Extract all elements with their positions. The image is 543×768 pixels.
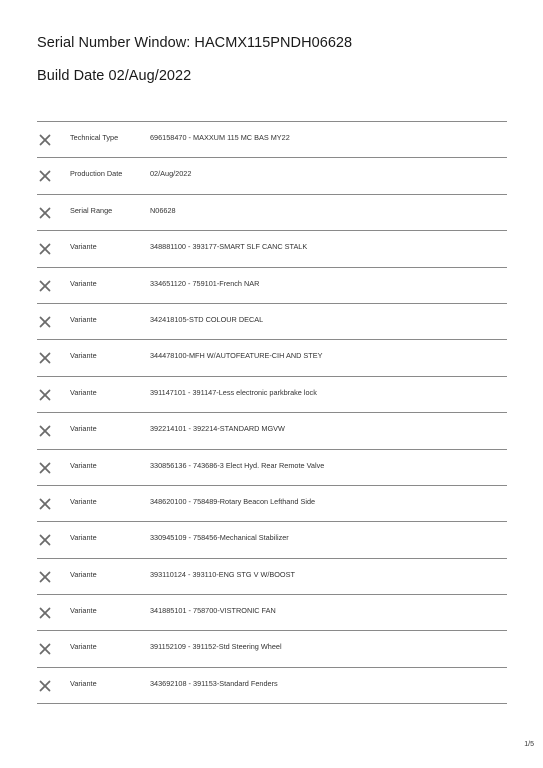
close-x-icon[interactable] (39, 607, 51, 619)
page-number: 1/5 (524, 741, 534, 748)
row-label: Variante (70, 387, 97, 397)
close-x-icon[interactable] (39, 571, 51, 583)
table-row (37, 231, 507, 267)
row-value: 342418105-STD COLOUR DECAL (150, 314, 264, 324)
row-label: Variante (70, 460, 97, 470)
table-row (37, 122, 507, 158)
row-label: Variante (70, 496, 97, 506)
table-row (37, 668, 507, 704)
row-value: 391152109 - 391152-Std Steering Wheel (150, 642, 282, 652)
row-value: 391147101 - 391147-Less electronic parkbrake lock (150, 387, 317, 397)
close-x-icon[interactable] (39, 134, 51, 146)
close-x-icon[interactable] (39, 243, 51, 255)
row-label: Variante (70, 314, 97, 324)
table-row (37, 377, 507, 413)
table-row (37, 340, 507, 376)
row-label: Variante (70, 569, 97, 579)
close-x-icon[interactable] (39, 425, 51, 437)
row-label: Variante (70, 606, 97, 616)
close-x-icon[interactable] (39, 498, 51, 510)
row-value: 393110124 - 393110-ENG STG V W/BOOST (150, 569, 295, 579)
table-row (37, 195, 507, 231)
row-label: Variante (70, 278, 97, 288)
row-label: Variante (70, 642, 97, 652)
serial-number-title: Serial Number Window: HACMX115PNDH06628 (37, 35, 353, 51)
table-row (37, 304, 507, 340)
row-value: 330945109 - 758456-Mechanical Stabilizer (150, 533, 289, 543)
serial-details-table (37, 121, 507, 704)
row-value: 344478100-MFH W/AUTOFEATURE-CIH AND STEY (150, 351, 323, 361)
close-x-icon[interactable] (39, 643, 51, 655)
table-row (37, 631, 507, 667)
close-x-icon[interactable] (39, 316, 51, 328)
row-value: N06628 (150, 205, 176, 215)
table-row (37, 559, 507, 595)
row-label: Variante (70, 424, 97, 434)
row-value: 392214101 - 392214-STANDARD MGVW (150, 424, 285, 434)
row-label: Variante (70, 242, 97, 252)
close-x-icon[interactable] (39, 534, 51, 546)
row-value: 330856136 - 743686-3 Elect Hyd. Rear Remote Valve (150, 460, 325, 470)
row-value: 343692108 - 391153-Standard Fenders (150, 678, 278, 688)
row-label: Serial Range (70, 205, 113, 215)
table-row (37, 268, 507, 304)
row-label: Variante (70, 533, 97, 543)
row-value: 348881100 - 393177-SMART SLF CANC STALK (150, 242, 308, 252)
row-value: 348620100 - 758489-Rotary Beacon Lefthand Side (150, 496, 316, 506)
close-x-icon[interactable] (39, 462, 51, 474)
close-x-icon[interactable] (39, 389, 51, 401)
table-row (37, 413, 507, 449)
row-label: Variante (70, 678, 97, 688)
close-x-icon[interactable] (39, 352, 51, 364)
close-x-icon[interactable] (39, 170, 51, 182)
table-row (37, 158, 507, 194)
table-row (37, 450, 507, 486)
table-row (37, 522, 507, 558)
row-label: Technical Type (70, 133, 119, 142)
row-value: 02/Aug/2022 (150, 169, 192, 179)
row-value: 696158470 - MAXXUM 115 MC BAS MY22 (150, 133, 290, 142)
table-row (37, 595, 507, 631)
build-date-title: Build Date 02/Aug/2022 (37, 68, 192, 84)
table-row (37, 486, 507, 522)
close-x-icon[interactable] (39, 680, 51, 692)
close-x-icon[interactable] (39, 280, 51, 292)
row-value: 334651120 - 759101-French NAR (150, 278, 260, 288)
row-label: Production Date (70, 169, 123, 179)
row-label: Variante (70, 351, 97, 361)
row-value: 341885101 - 758700-VISTRONIC FAN (150, 606, 276, 616)
close-x-icon[interactable] (39, 207, 51, 219)
